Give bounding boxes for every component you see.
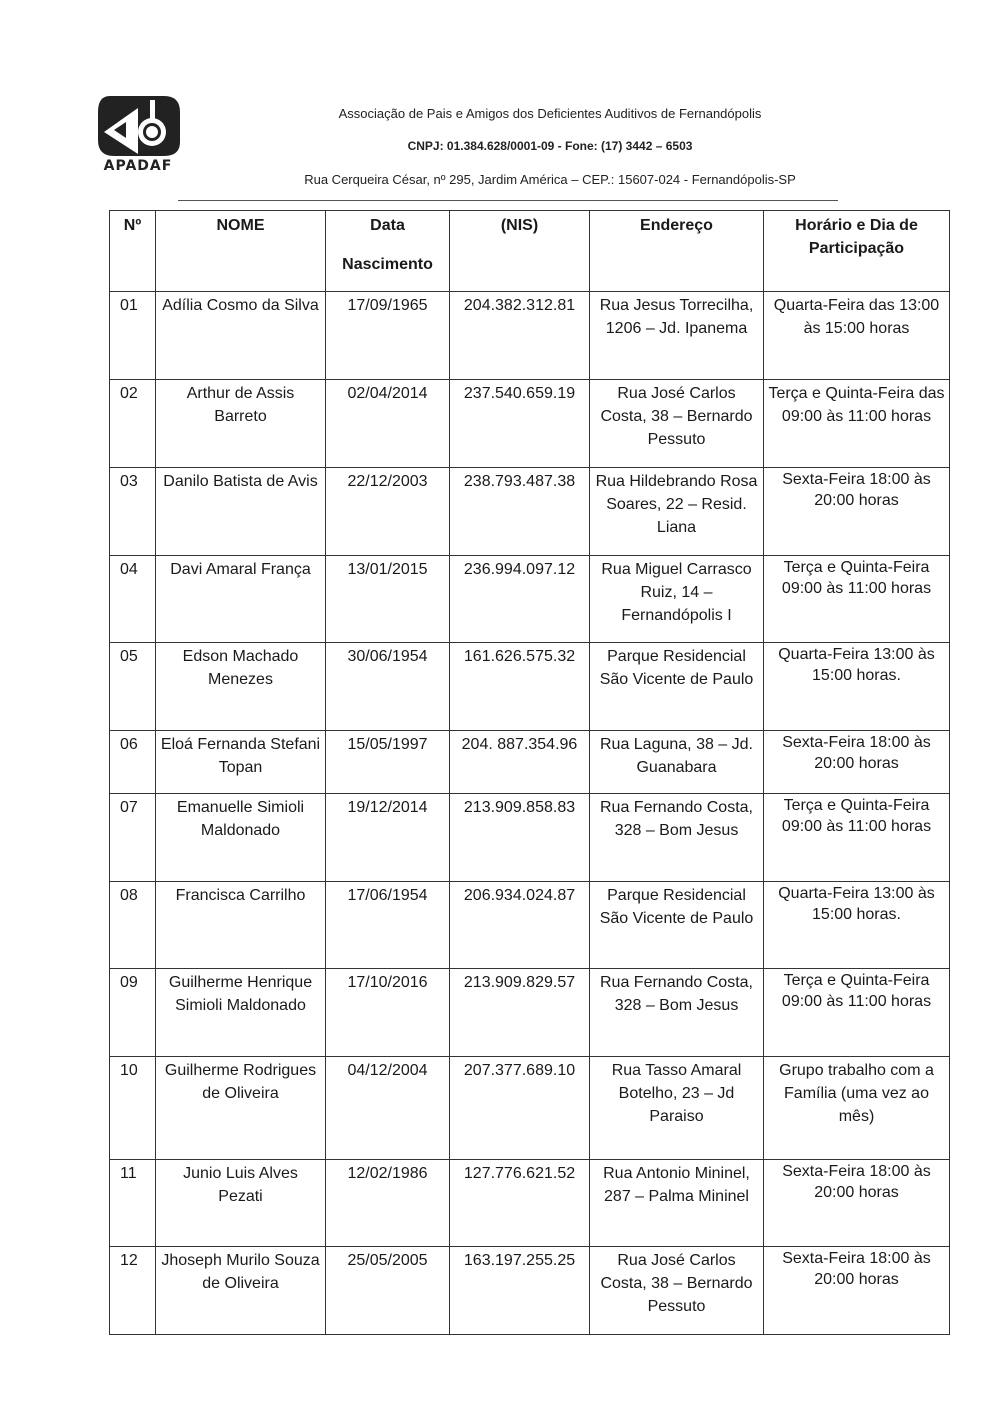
row-schedule: Grupo trabalho com a Família (uma vez ao mês) — [764, 1057, 950, 1160]
row-name: Davi Amaral França — [156, 556, 326, 643]
header-schedule: Horário e Dia de Participação — [764, 211, 950, 292]
row-name: Guilherme Henrique Simioli Maldonado — [156, 969, 326, 1057]
row-num: 06 — [110, 731, 156, 794]
row-num: 12 — [110, 1247, 156, 1335]
row-nis: 204. 887.354.96 — [450, 731, 590, 794]
row-address: Rua Miguel Carrasco Ruiz, 14 – Fernandópolis I — [590, 556, 764, 643]
apadaf-logo — [92, 92, 184, 178]
row-schedule: Quarta-Feira 13:00 às 15:00 horas. — [764, 882, 950, 969]
row-schedule: Terça e Quinta-Feira 09:00 às 11:00 horas — [764, 969, 950, 1057]
row-num: 09 — [110, 969, 156, 1057]
row-schedule: Sexta-Feira 18:00 às 20:00 horas — [764, 1160, 950, 1247]
row-schedule: Sexta-Feira 18:00 às 20:00 horas — [764, 731, 950, 794]
row-nis: 238.793.487.38 — [450, 468, 590, 556]
row-birth-date: 04/12/2004 — [326, 1057, 450, 1160]
row-address: Rua Fernando Costa, 328 – Bom Jesus — [590, 794, 764, 882]
row-num: 10 — [110, 1057, 156, 1160]
table-header-row — [110, 211, 950, 292]
organization-name: Associação de Pais e Amigos dos Deficientes Auditivos de Fernandópolis — [338, 106, 762, 121]
row-birth-date: 13/01/2015 — [326, 556, 450, 643]
row-schedule: Terça e Quinta-Feira 09:00 às 11:00 horas — [764, 794, 950, 882]
row-nis: 161.626.575.32 — [450, 643, 590, 731]
table-row — [110, 969, 950, 1057]
row-address: Rua José Carlos Costa, 38 – Bernardo Pessuto — [590, 1247, 764, 1335]
row-name: Jhoseph Murilo Souza de Oliveira — [156, 1247, 326, 1335]
row-address: Rua Hildebrando Rosa Soares, 22 – Resid. Liana — [590, 468, 764, 556]
row-name: Danilo Batista de Avis — [156, 468, 326, 556]
row-birth-date: 17/09/1965 — [326, 292, 450, 380]
row-schedule: Terça e Quinta-Feira das 09:00 às 11:00 horas — [764, 380, 950, 468]
row-birth-date: 30/06/1954 — [326, 643, 450, 731]
row-address: Rua Antonio Mininel, 287 – Palma Mininel — [590, 1160, 764, 1247]
header-nis: (NIS) — [450, 211, 590, 292]
row-nis: 207.377.689.10 — [450, 1057, 590, 1160]
row-schedule: Quarta-Feira das 13:00 às 15:00 horas — [764, 292, 950, 380]
row-nis: 213.909.858.83 — [450, 794, 590, 882]
row-birth-date: 25/05/2005 — [326, 1247, 450, 1335]
row-nis: 127.776.621.52 — [450, 1160, 590, 1247]
row-name: Adília Cosmo da Silva — [156, 292, 326, 380]
header-divider — [178, 200, 838, 201]
row-birth-date: 17/10/2016 — [326, 969, 450, 1057]
table-row — [110, 468, 950, 556]
row-num: 11 — [110, 1160, 156, 1247]
ear-logo-icon — [92, 92, 184, 158]
row-birth-date: 19/12/2014 — [326, 794, 450, 882]
row-num: 07 — [110, 794, 156, 882]
table-row — [110, 1057, 950, 1160]
logo-text: APADAF — [103, 158, 173, 174]
row-schedule: Quarta-Feira 13:00 às 15:00 horas. — [764, 643, 950, 731]
row-schedule: Sexta-Feira 18:00 às 20:00 horas — [764, 1247, 950, 1335]
table-row — [110, 1160, 950, 1247]
row-address: Rua José Carlos Costa, 38 – Bernardo Pessuto — [590, 380, 764, 468]
row-address: Rua Jesus Torrecilha, 1206 – Jd. Ipanema — [590, 292, 764, 380]
row-num: 03 — [110, 468, 156, 556]
table-row — [110, 292, 950, 380]
row-birth-date: 02/04/2014 — [326, 380, 450, 468]
header-address: Endereço — [590, 211, 764, 292]
row-birth-date: 12/02/1986 — [326, 1160, 450, 1247]
row-birth-date: 17/06/1954 — [326, 882, 450, 969]
table-row — [110, 794, 950, 882]
row-name: Emanuelle Simioli Maldonado — [156, 794, 326, 882]
organization-address: Rua Cerqueira César, nº 295, Jardim América – CEP.: 15607-024 - Fernandópolis-SP — [304, 172, 796, 187]
row-num: 01 — [110, 292, 156, 380]
row-nis: 163.197.255.25 — [450, 1247, 590, 1335]
table-row — [110, 643, 950, 731]
row-name: Arthur de Assis Barreto — [156, 380, 326, 468]
table-row — [110, 380, 950, 468]
header-name: NOME — [156, 211, 326, 292]
row-address: Parque Residencial São Vicente de Paulo — [590, 643, 764, 731]
row-nis: 206.934.024.87 — [450, 882, 590, 969]
row-num: 04 — [110, 556, 156, 643]
row-birth-date: 22/12/2003 — [326, 468, 450, 556]
row-address: Rua Tasso Amaral Botelho, 23 – Jd Paraiso — [590, 1057, 764, 1160]
row-name: Junio Luis Alves Pezati — [156, 1160, 326, 1247]
row-nis: 213.909.829.57 — [450, 969, 590, 1057]
row-nis: 204.382.312.81 — [450, 292, 590, 380]
row-num: 08 — [110, 882, 156, 969]
row-nis: 236.994.097.12 — [450, 556, 590, 643]
participants-table — [109, 210, 950, 1335]
row-num: 02 — [110, 380, 156, 468]
header-birth-date: Data Nascimento — [326, 211, 450, 292]
header-num: Nº — [110, 211, 156, 292]
row-name: Edson Machado Menezes — [156, 643, 326, 731]
table-row — [110, 1247, 950, 1335]
row-num: 05 — [110, 643, 156, 731]
row-name: Francisca Carrilho — [156, 882, 326, 969]
table-row — [110, 882, 950, 969]
row-schedule: Sexta-Feira 18:00 às 20:00 horas — [764, 468, 950, 556]
row-nis: 237.540.659.19 — [450, 380, 590, 468]
organization-contact: CNPJ: 01.384.628/0001-09 - Fone: (17) 3442 – 6503 — [407, 139, 693, 153]
table-row — [110, 731, 950, 794]
row-address: Rua Laguna, 38 – Jd. Guanabara — [590, 731, 764, 794]
row-schedule: Terça e Quinta-Feira 09:00 às 11:00 horas — [764, 556, 950, 643]
row-name: Eloá Fernanda Stefani Topan — [156, 731, 326, 794]
row-birth-date: 15/05/1997 — [326, 731, 450, 794]
row-name: Guilherme Rodrigues de Oliveira — [156, 1057, 326, 1160]
table-row — [110, 556, 950, 643]
row-address: Rua Fernando Costa, 328 – Bom Jesus — [590, 969, 764, 1057]
row-address: Parque Residencial São Vicente de Paulo — [590, 882, 764, 969]
